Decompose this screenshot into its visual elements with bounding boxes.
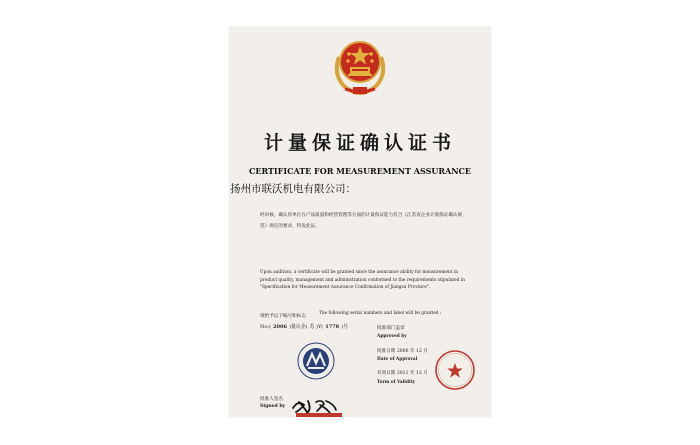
- serial-number: [260, 323, 348, 330]
- serial-mid: )量认企( 苏 )Y(: [288, 324, 324, 330]
- serial-code: 1778: [325, 324, 340, 330]
- certificate-title-en: CERTIFICATE FOR MEASUREMENT ASSURANCE: [248, 166, 471, 176]
- company-name: 扬州市联沃机电有限公司：: [230, 183, 356, 195]
- serial-prefix: No:(: [260, 324, 272, 330]
- audit-text-cn: 经审核，确认你单位在产品质量和经营管理等方面的计量保证能力符合《江苏省企业计量保证确认规范》规定的要求，特发此证。: [260, 213, 463, 229]
- signer-label-en: Signed by: [260, 404, 286, 409]
- signer-label-cn: 批准人签名: [260, 397, 283, 402]
- audit-text-en: Upon audition, a certificate will be granted since the assurance ability for measurement in product quality, management and administration conformed to the requirements stipulated in "Specification for Measurement Assurance Confirmation of Jiangsu Province".: [260, 270, 465, 291]
- approval-date-en: Date of Approval: [377, 357, 418, 362]
- approval-date-cn: 批准日期 2006 年 12 月: [377, 349, 428, 354]
- inspector-stamp: [296, 413, 342, 417]
- approver-label-cn: 批准部门盖章: [377, 326, 405, 331]
- serial-year: 2006: [273, 324, 287, 330]
- measurement-logo-icon: [296, 341, 336, 381]
- approver-label-en: Approved by: [377, 334, 407, 339]
- official-seal-icon: [434, 349, 476, 391]
- certificate-paper: [229, 27, 491, 417]
- validity-date-en: Term of Validity: [377, 380, 416, 385]
- serial-label-en: The following serial numbers and label will be granted :: [319, 311, 442, 316]
- national-emblem-icon: [331, 35, 389, 97]
- validity-date-cn: 有效日期 2011 年 12 月: [377, 371, 428, 376]
- serial-suffix: )号: [341, 324, 349, 330]
- serial-label-cn: 现给予以下编号和标志: [260, 314, 306, 319]
- certificate-title-cn: 计量保证确认证书: [263, 132, 456, 154]
